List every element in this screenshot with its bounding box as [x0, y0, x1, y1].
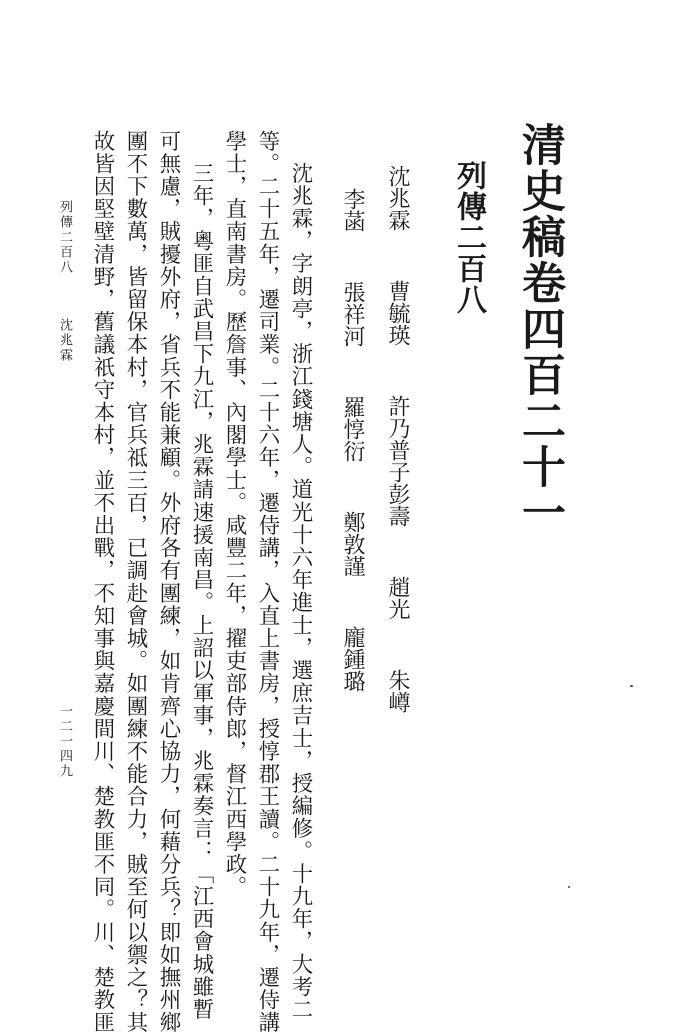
- name-zheng-dunjin: 鄭敦謹: [340, 511, 365, 577]
- scan-speck: [630, 685, 633, 687]
- name-zhu-zun: 朱嶟: [385, 669, 410, 713]
- body-column-5: 可無慮，賊擾外府，省兵不能兼顧。外府各有團練，如肯齊心協力，何藉分兵？即如撫州鄉: [156, 130, 181, 1034]
- footer-juan: 列傳二百八: [57, 200, 72, 275]
- name-pang-zhonglu: 龐鍾璐: [340, 626, 365, 692]
- body-column-1: 沈兆霖，字朗亭，浙江錢塘人。道光十六年進士，選庶吉士，授編修。十九年，大考二: [288, 162, 313, 1021]
- name-li-han: 李菡: [340, 188, 365, 232]
- name-zhao-guang: 趙光: [385, 576, 410, 620]
- volume-title: 清史稿卷四百二十一: [514, 122, 565, 536]
- name-cao-yuying: 曹毓瑛: [385, 280, 410, 346]
- body-column-4: 三年，粵匪自武昌下九江，兆霖請速援南昌。上詔以軍事，兆霖奏言：「江西會城雖暫: [189, 162, 214, 1021]
- body-column-6: 團不下數萬，皆留保本村，官兵祗三百，已調赴會城。如團練不能合力，賊至何以禦之？其: [123, 130, 148, 1034]
- chapter-subtitle: 列傳二百八: [451, 160, 486, 315]
- body-column-2: 等。二十五年，遷司業。二十六年，遷侍講，入直上書房，授惇郡王讀。二十九年，遷侍講: [255, 130, 280, 1034]
- name-zhang-xianghe: 張祥河: [340, 281, 365, 347]
- name-xu-naipu: 許乃普子彭壽: [385, 395, 410, 527]
- footer-page-number: 一二一四九: [57, 704, 72, 779]
- body-column-3: 學士，直南書房。歷詹事、內閣學士。咸豐二年，擢吏部侍郎，督江西學政。: [222, 130, 247, 899]
- name-luo-dunyan: 羅惇衍: [340, 396, 365, 462]
- name-shen-zhaolin: 沈兆霖: [385, 165, 410, 231]
- names-line-1: [386, 165, 408, 713]
- footer-person-name: 沈兆霖: [57, 318, 72, 363]
- body-column-7: 故皆因堅壁清野，舊議祇守本村，並不出戰，不知事與嘉慶間川、楚教匪不同。川、楚教匪: [90, 130, 115, 1034]
- names-line-2: [341, 188, 363, 692]
- scan-speck: [568, 886, 570, 888]
